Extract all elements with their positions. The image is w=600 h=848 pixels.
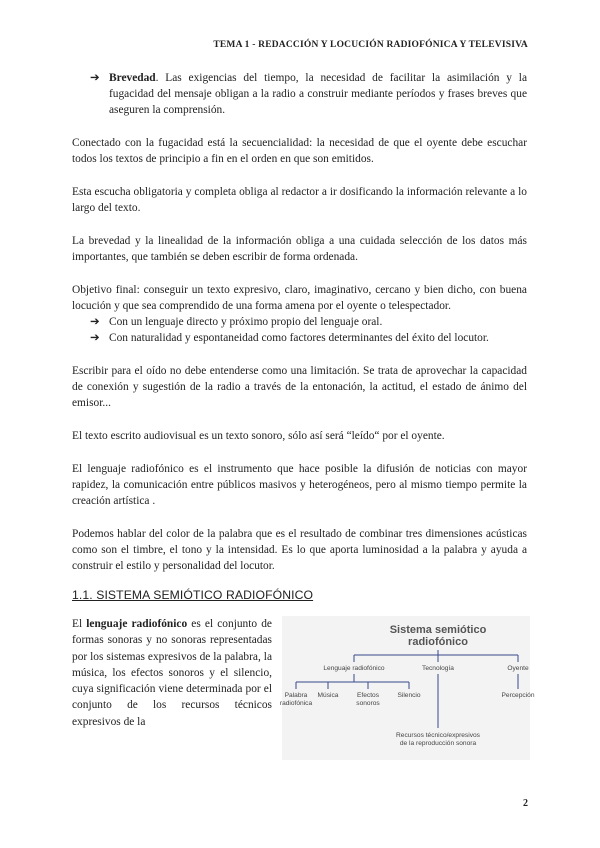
page-body (72, 70, 535, 756)
node-percepcion: Percepción (501, 692, 535, 699)
node-recursos-2: de la reproducción sonora (399, 740, 477, 747)
bullet-text: Con un lenguaje directo y próximo propio del lenguaje oral. (109, 316, 383, 328)
section-body (72, 616, 535, 756)
paragraph-texto-sonoro: El texto escrito audiovisual es un texto sonoro, sólo así será “leído“ por el oyente. (72, 430, 445, 442)
brevedad-term: Brevedad (109, 72, 156, 84)
paragraph-secuencialidad: Conectado con la fugacidad está la secuencialidad: la necesidad de que el oyente debe escuchar todos los textos de principio a fin en el orden en que son emitidos. (72, 137, 527, 165)
node-lenguaje: Lenguaje radiofónico (323, 665, 385, 672)
node-tecnologia: Tecnología (422, 665, 454, 672)
section-text (72, 616, 272, 730)
running-header: TEMA 1 - REDACCIÓN Y LOCUCIÓN RADIOFÓNICA Y TELEVISIVA (213, 40, 528, 50)
diagram-connectors (296, 650, 518, 728)
brevedad-text: . Las exigencias del tiempo, la necesidad de facilitar la asimilación y la fugacidad del mensaje obligan a la radio a construir mediante períodos y frases breves que aseguren la comprensión. (109, 72, 527, 116)
page-number: 2 (523, 798, 528, 809)
intro-text: es el conjunto de formas sonoras y no sonoras representadas por los sistemas expresivos de la palabra, la música, los efectos sonoros y el silencio, cuya significación viene determinada por el conjunto de los recursos técnicos expresivos de la (72, 618, 272, 728)
arrow-icon: ➔ (90, 332, 100, 344)
bullet-lenguaje-directo (72, 314, 527, 330)
section-intro (72, 616, 272, 730)
semiotic-system-diagram (279, 616, 535, 760)
paragraph-escucha: Esta escucha obligatoria y completa obliga al redactor a ir dosificando la información relevante a lo largo del texto. (72, 186, 527, 214)
node-palabra-2: radiofónica (279, 700, 313, 707)
node-recursos-1: Recursos técnico/expresivos (396, 732, 480, 739)
paragraph-lenguaje-radiofonico: El lenguaje radiofónico es el instrumento que hace posible la difusión de noticias con mayor rapidez, la comunicación entre públicos masivos y heterogéneos, pero al mismo tiempo permite la creación artística . (72, 463, 527, 507)
bullet-text: Con naturalidad y espontaneidad como factores determinantes del éxito del locutor. (109, 332, 489, 344)
node-musica: Música (317, 692, 339, 699)
diagram-title-line1: Sistema semiótico (389, 624, 487, 636)
node-oyente: Oyente (507, 665, 529, 672)
node-palabra-1: Palabra (284, 692, 308, 699)
paragraph-color-palabra: Podemos hablar del color de la palabra que es el resultado de combinar tres dimensiones acústicas como son el timbre, el tono y la intensidad. Es lo que aporta luminosidad a la palabra y ayuda a construir el estilo y personalidad del locutor. (72, 528, 527, 572)
paragraph-brevedad-linealidad: La brevedad y la linealidad de la información obliga a una cuidada selección de los datos más importantes, que también se deben escribir de forma ordenada. (72, 235, 527, 263)
intro-text: El (72, 618, 87, 630)
section-title: 1.1. SISTEMA SEMIÓTICO RADIOFÓNICO (72, 588, 314, 602)
arrow-icon: ➔ (90, 316, 100, 328)
arrow-icon: ➔ (90, 72, 100, 84)
brevedad-bullet (72, 70, 527, 118)
diagram-title-line2: radiofónico (408, 636, 468, 648)
paragraph-escribir-oido: Escribir para el oído no debe entenderse como una limitación. Se trata de aprovechar la capacidad de conexión y sugestión de la radio a través de la entonación, la actitud, el estado de ánimo del emisor... (72, 365, 527, 409)
bullet-naturalidad (72, 330, 527, 346)
paragraph-objetivo: Objetivo final: conseguir un texto expresivo, claro, imaginativo, cercano y bien dicho, con buena locución y que sea comprendido de una forma amena por el oyente o telespectador. (72, 284, 527, 312)
node-silencio: Silencio (397, 692, 421, 699)
node-efectos-2: sonoros (356, 700, 380, 707)
node-efectos-1: Efectos (357, 692, 379, 699)
intro-bold-term: lenguaje radiofónico (86, 618, 188, 630)
diagram-svg (279, 616, 535, 760)
